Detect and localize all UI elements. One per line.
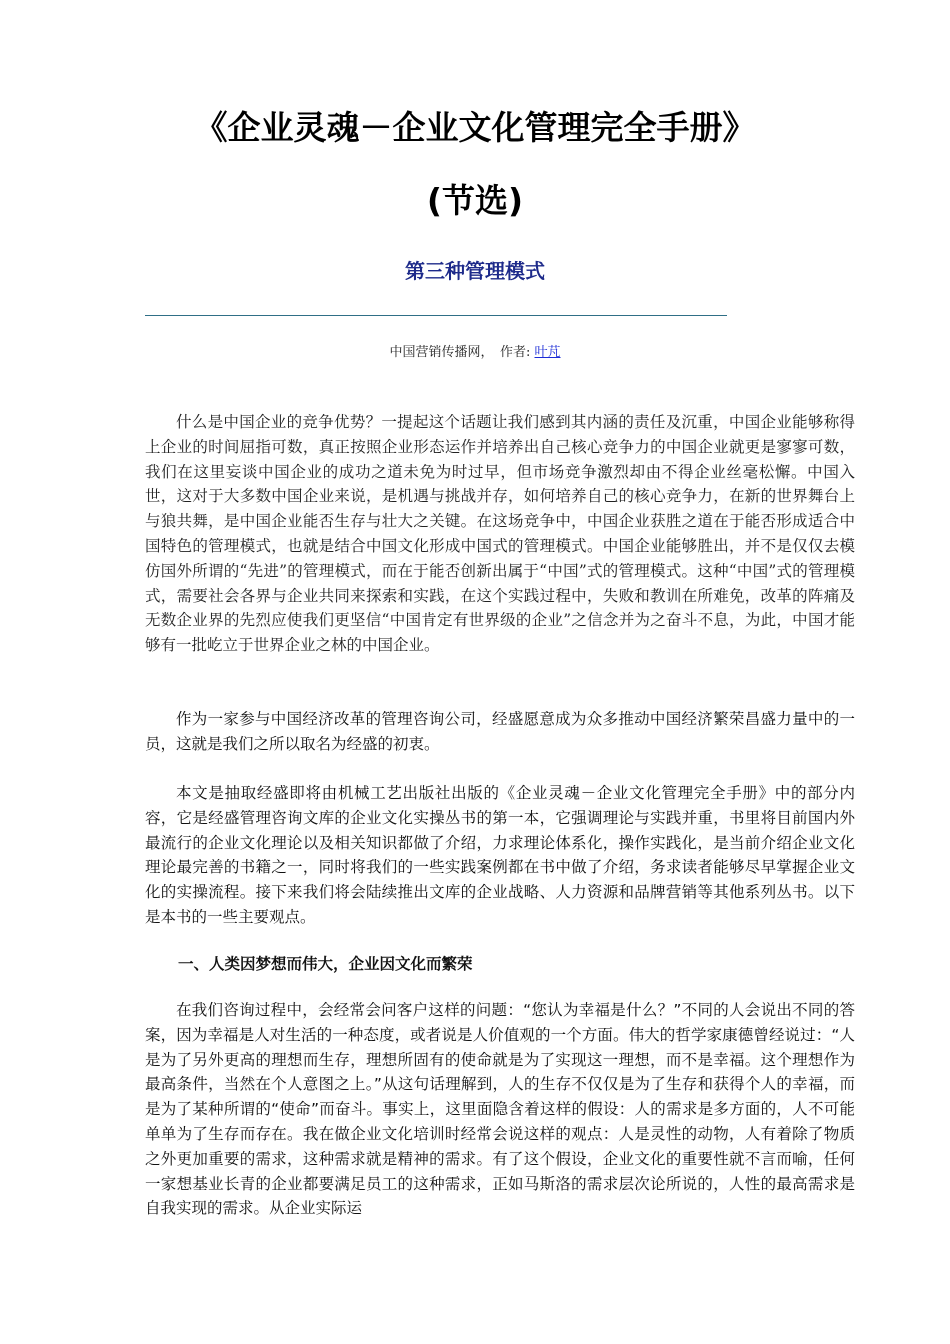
byline-source: 中国营销传播网， 作者: <box>389 345 535 360</box>
section-heading: 第三种管理模式 <box>405 259 545 283</box>
document-title: 《企业灵魂－企业文化管理完全手册》 <box>194 108 756 147</box>
paragraph-book-summary: 本文是抽取经盛即将由机械工艺出版社出版的《企业灵魂－企业文化管理完全手册》中的部分内容，它是经盛管理咨询文库的企业文化实操丛书的第一本，它强调理论与实践并重，书里将目前国内外最流行的企业文化理论以及相关知识都做了介绍，力求理论体系化，操作实践化，是当前介绍企业文化理论最完善的书籍之一，同时将我们的一些实践案例都在书中做了介绍，务求读者能够尽早掌握企业文化的实操流程。接下来我们将会陆续推出文库的企业战略、人力资源和品牌营销等其他系列丛书。以下是本书的一些主要观点。 <box>145 784 855 926</box>
paragraph-happiness: 在我们咨询过程中，会经常会问客户这样的问题：“您认为幸福是什么？”不同的人会说出不同的答案，因为幸福是人对生活的一种态度，或者说是人价值观的一个方面。伟大的哲学家康德曾经说过：“人是为了另外更高的理想而生存，理想所固有的使命就是为了实现这一理想，而不是幸福。这个理想作为最高条件，当然在个人意图之上。”从这句话理解到，人的生存不仅仅是为了生存和获得个人的幸福，而是为了某种所谓的“使命”而奋斗。事实上，这里面隐含着这样的假设：人的需求是多方面的，人不可能单单为了生存而存在。我在做企业文化培训时经常会说这样的观点：人是灵性的动物，人有着除了物质之外更加重要的需求，这种需求就是精神的需求。有了这个假设，企业文化的重要性就不言而喻，任何一家想基业长青的企业都要满足员工的这种需求，正如马斯洛的需求层次论所说的，人性的最高需求是自我实现的需求。从企业实际运 <box>145 1001 855 1218</box>
paragraph-company: 作为一家参与中国经济改革的管理咨询公司，经盛愿意成为众多推动中国经济繁荣昌盛力量中的一员，这就是我们之所以取名为经盛的初衷。 <box>145 710 855 753</box>
divider <box>145 315 727 316</box>
heading-1: 一、人类因梦想而伟大，企业因文化而繁荣 <box>178 955 473 973</box>
author-link[interactable]: 叶芃 <box>534 345 561 360</box>
byline <box>0 342 950 364</box>
document-subtitle: (节选) <box>426 181 524 220</box>
paragraph-intro: 什么是中国企业的竞争优势？一提起这个话题让我们感到其内涵的责任及沉重，中国企业能够称得上企业的时间屈指可数，真正按照企业形态运作并培养出自己核心竞争力的中国企业就更是寥寥可数，我们在这里妄谈中国企业的成功之道未免为时过早，但市场竞争激烈却由不得企业丝毫松懈。中国入世，这对于大多数中国企业来说，是机遇与挑战并存，如何培养自己的核心竞争力，在新的世界舞台上与狼共舞，是中国企业能否生存与壮大之关键。在这场竞争中，中国企业获胜之道在于能否形成适合中国特色的管理模式，也就是结合中国文化形成中国式的管理模式。中国企业能够胜出，并不是仅仅去模仿国外所谓的“先进”的管理模式，而在于能否创新出属于“中国”式的管理模式。这种“中国”式的管理模式，需要社会各界与企业共同来探索和实践，在这个实践过程中，失败和教训在所难免，改革的阵痛及无数企业界的先烈应使我们更坚信“中国肯定有世界级的企业”之信念并为之奋斗不息，为此，中国才能够有一批屹立于世界企业之林的中国企业。 <box>145 413 855 655</box>
